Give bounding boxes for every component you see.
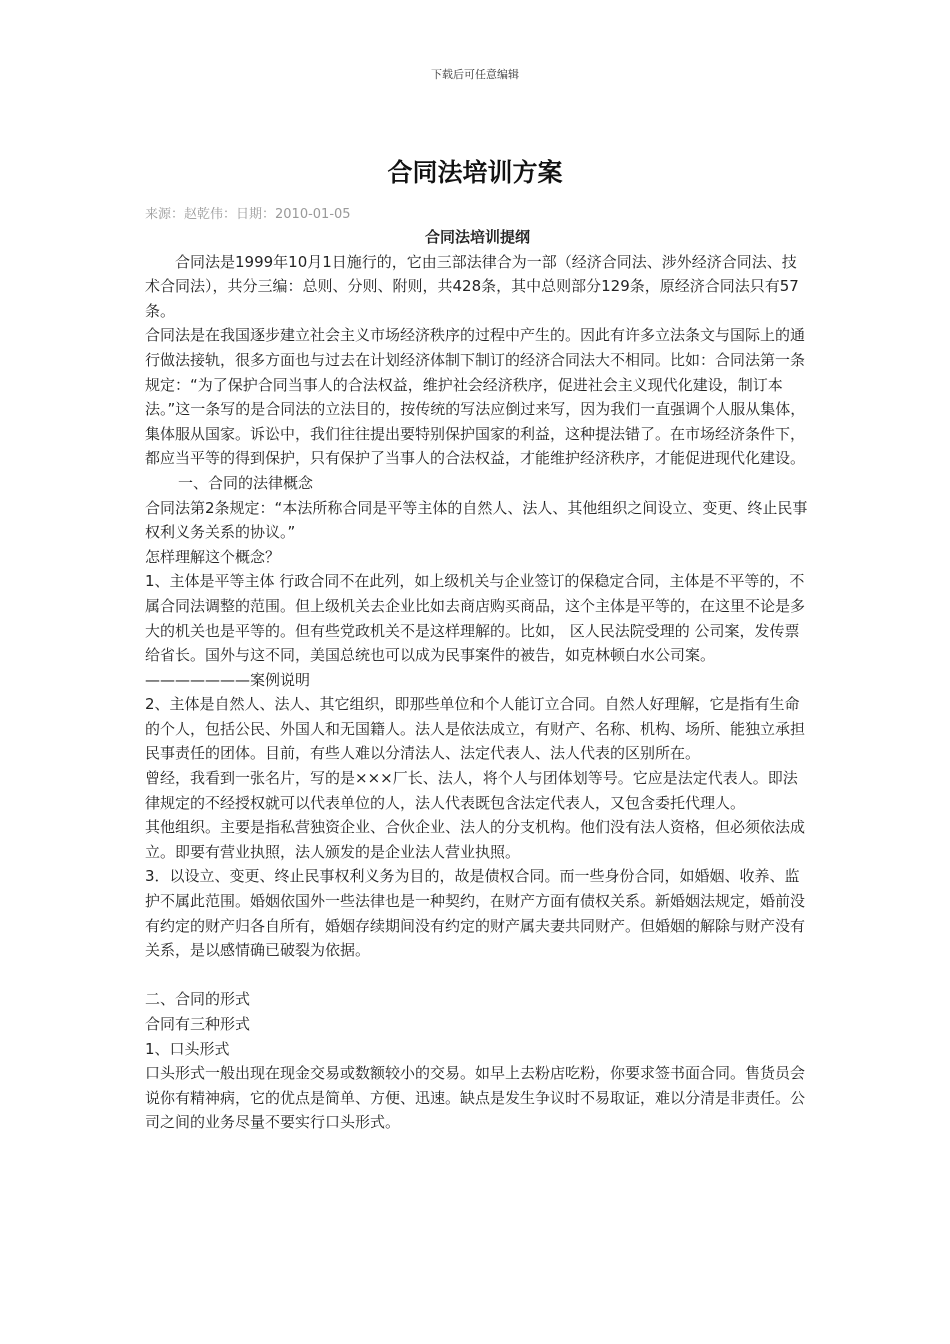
paragraph-three-forms: 合同有三种形式 <box>145 1015 251 1033</box>
paragraph-other-orgs: 其他组织。主要是指私营独资企业、合伙企业、法人的分支机构。他们没有法人资格，但必须依法成立。即要有营业执照，法人颁发的是企业法人营业执照。 <box>145 818 806 861</box>
paragraph-oral-form-heading: 1、口头形式 <box>145 1039 230 1058</box>
paragraph-point-1: 1、主体是平等主体 行政合同不在此列，如上级机关与企业签订的保稳定合同，主体是不平等的，不属合同法调整的范围。但上级机关去企业比如去商店购买商品，这个主体是平等的，在这里不论是多大的机关也是平等的。但有些党政机关不是这样理解的。比如， 区人民法院受理的 公司案，发传票给省长。国外与这不同，美国总统也可以成为民事案件的被告，如克林顿白水公司案。———————案例说明 <box>145 572 806 689</box>
header-note: 下载后可任意编辑 <box>431 68 519 81</box>
paragraph-business-card: 曾经，我看到一张名片，写的是×××厂长、法人，将个人与团体划等号。它应是法定代表人。即法律规定的不经授权就可以代表单位的人，法人代表既包含法定代表人，又包含委托代理人。 <box>145 769 798 812</box>
section-heading-1: 一、合同的法律概念 <box>178 473 314 492</box>
outline-subtitle: 合同法培训提纲 <box>424 228 530 246</box>
paragraph-oral-form: 口头形式一般出现在现金交易或数额较小的交易。如早上去粉店吃粉，你要求签书面合同。售货员会说你有精神病，它的优点是简单、方便、迅速。缺点是发生争议时不易取证，难以分清是非责任。公司之间的业务尽量不要实行口头形式。 <box>145 1064 806 1132</box>
document-body <box>145 225 810 1135</box>
paragraph-article-2: 合同法第2条规定：“本法所称合同是平等主体的自然人、法人、其他组织之间设立、变更、终止民事权利义务关系的协议。” <box>145 498 808 542</box>
document-title: 合同法培训方案 <box>387 158 563 187</box>
section-heading-2: 二、合同的形式 <box>145 990 251 1009</box>
paragraph-question: 怎样理解这个概念？ <box>145 547 281 566</box>
blank-line <box>145 963 810 988</box>
paragraph-point-2: 2、主体是自然人、法人、其它组织，即那些单位和个人能订立合同。自然人好理解，它是指有生命的个人，包括公民、外国人和无国籍人。法人是依法成立，有财产、名称、机构、场所、能独立承担民事责任的团体。目前，有些人难以分清法人、法定代表人、法人代表的区别所在。 <box>145 695 806 763</box>
source-date-line: 来源：赵乾伟：日期：2010-01-05 <box>145 207 351 222</box>
paragraph-intro: 合同法是1999年10月1日施行的，它由三部法律合为一部（经济合同法、涉外经济合同法、技术合同法），共分三编：总则、分则、附则，共428条，其中总则部分129条，原经济合同法只有57条。 <box>145 252 799 320</box>
paragraph-background: 合同法是在我国逐步建立社会主义市场经济秩序的过程中产生的。因此有许多立法条文与国际上的通行做法接轨，很多方面也与过去在计划经济体制下制订的经济合同法大不相同。比如：合同法第一条规定：“为了保护合同当事人的合法权益，维护社会经济秩序，促进社会主义现代化建设，制订本法。”这一条写的是合同法的立法目的，按传统的写法应倒过来写，因为我们一直强调个人服从集体，集体服从国家。诉讼中，我们往往提出要特别保护国家的利益，这种提法错了。在市场经济条件下，都应当平等的得到保护，只有保护了当事人的合法权益，才能维护经济秩序，才能促进现代化建设。 <box>145 326 806 468</box>
paragraph-point-3: 3．以设立、变更、终止民事权利义务为目的，故是债权合同。而一些身份合同，如婚姻、收养、监护不属此范围。婚姻依国外一些法律也是一种契约，在财产方面有债权关系。新婚姻法规定，婚前没有约定的财产归各自所有，婚姻存续期间没有约定的财产属夫妻共同财产。但婚姻的解除与财产没有关系，是以感情确已破裂为依据。 <box>145 867 806 960</box>
